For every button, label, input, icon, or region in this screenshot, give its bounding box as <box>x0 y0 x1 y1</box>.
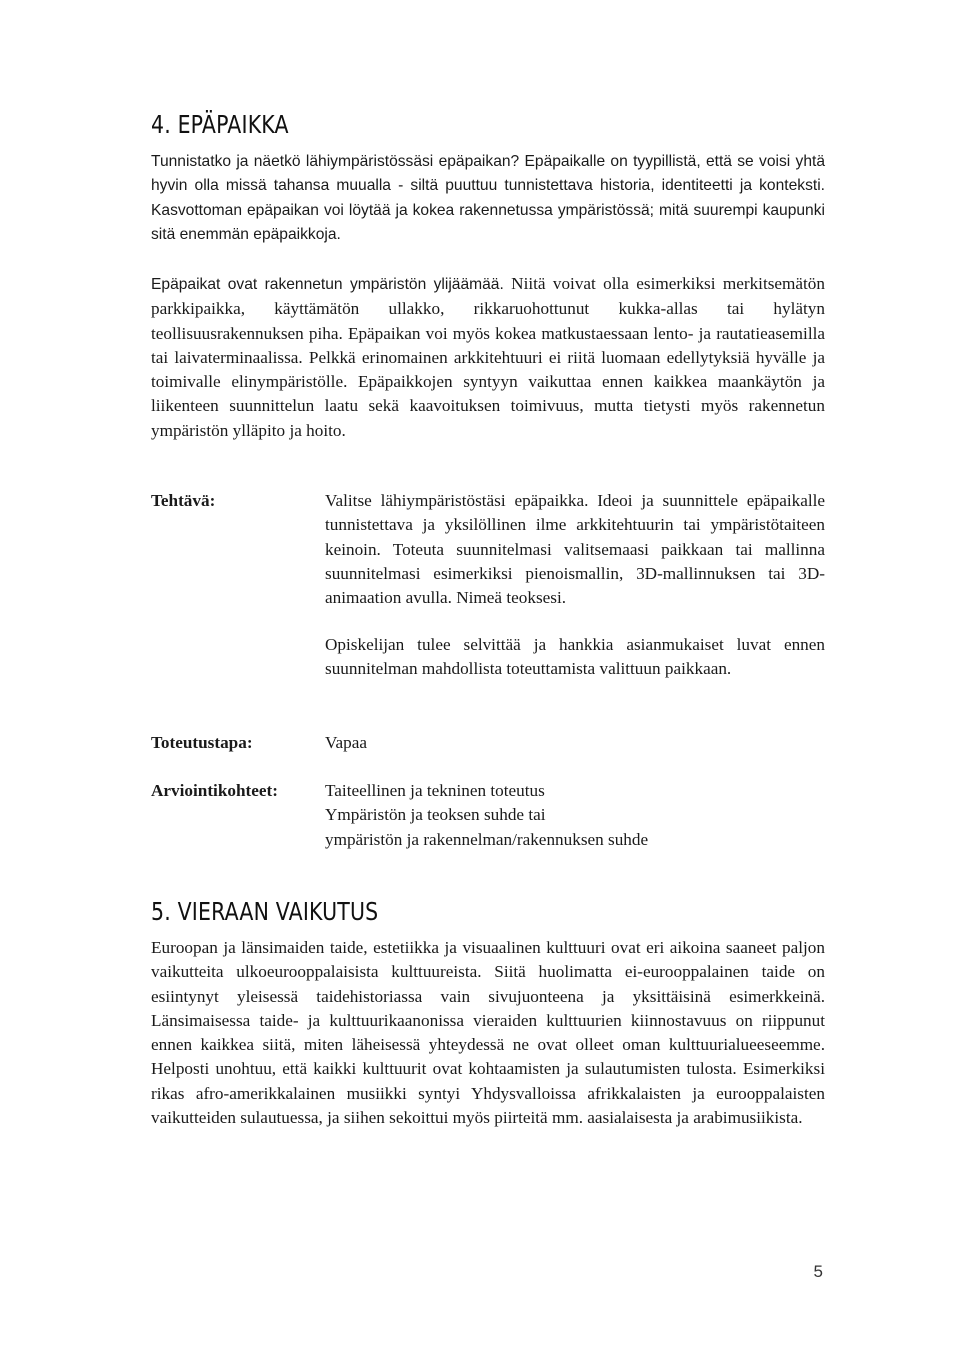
section-4-paragraph-2-body: Niitä voivat olla esimerkiksi merkitsemätön parkkipaikka, käyttämätön ullakko, rikkaruohottunut kukka-allas tai hylätyn teollisuusrakennuksen piha. Epäpaikan voi myös kokea matkustaessaan lento- ja rautatieasemilla tai laivaterminaalissa. Pelkkä erinomainen arkkitehtuuri ei riitä luomaan edellytyksiä hyvälle ja toimivalle elinympäristölle. Epäpaikkojen syntyyn vaikuttaa ennen kaikkea maankäytön ja liikenteen suunnittelun laatu sekä kaavoituksen toimivuus, mutta tietysti myös rakennetun ympäristön ylläpito ja hoito. <box>151 274 825 440</box>
task-text-permits: Opiskelijan tulee selvittää ja hankkia asianmukaiset luvat ennen suunnitelman mahdollista toteuttamista valittuun paikkaan. <box>325 635 825 679</box>
page-number: 5 <box>813 1262 823 1281</box>
criteria-list <box>325 779 825 852</box>
criteria-item: Ympäristön ja teoksen suhde tai <box>325 805 546 825</box>
section-5-body: Euroopan ja länsimaiden taide, estetiikka ja visuaalinen kulttuuri ovat eri aikoina saaneet paljon vaikutteita ulkoeurooppalaisista kulttuureista. Siitä huolimatta ei-eurooppalainen taide on esiintynyt yleisessä taidehistoriassa vain sivujuonteena ja yksittäisinä esimerkkeinä. Länsimaisessa taide- ja kulttuurikaanonissa vieraiden kulttuurien kiinnostavuus on riippunut ennen kaikkea siitä, miten läheisessä yhteydessä ne ovat olleet oman kulttuurialueeseemme. Helposti unohtuu, että kaikki kulttuurit ovat kohtaamisten ja sulautumisten tulosta. Esimerkiksi rikas afro-amerikkalainen musiikki syntyi Yhdysvalloissa afrikkalaisten ja eurooppalaisten vaikutteiden sulautuessa, ja siihen sekoittui myös piirteitä mm. aasialaisesta ja arabimusiikista. <box>151 938 825 1128</box>
section-4-heading: 4. EPÄPAIKKA <box>151 110 289 139</box>
criteria-label: Arviointikohteet: <box>151 781 278 800</box>
section-5-heading: 5. VIERAAN VAIKUTUS <box>151 897 379 926</box>
section-4-paragraph-2 <box>151 272 825 443</box>
method-label: Toteutustapa: <box>151 733 253 752</box>
task-text: Valitse lähiympäristöstäsi epäpaikka. Ideoi ja suunnittele epäpaikalle tunnistettava ja yksilöllinen ilme arkkitehtuurin tai ympäristötaiteen keinoin. Toteuta suunnitelmasi valitsemaasi paikkaan tai mallinna suunnitelmasi esimerkiksi pienoismallin, 3D-mallinnuksen tai 3D-animaation avulla. Nimeä teoksesi. <box>325 491 825 608</box>
section-4-paragraph-2-lead: Epäpaikat ovat rakennetun ympäristön ylijäämää. <box>151 276 504 293</box>
criteria-item: Taiteellinen ja tekninen toteutus <box>325 781 545 800</box>
task-label: Tehtävä: <box>151 491 216 510</box>
section-4-intro: Tunnistatko ja näetkö lähiympäristössäsi epäpaikan? Epäpaikalle on tyypillistä, että se voisi yhtä hyvin olla missä tahansa muualla - siltä puuttuu tunnistettava historia, identiteetti ja konteksti. Kasvottoman epäpaikan voi löytää ja kokea rakennetussa ympäristössä; mitä suurempi kaupunki sitä enemmän epäpaikkoja. <box>151 153 825 243</box>
criteria-item: ympäristön ja rakennelman/rakennuksen suhde <box>325 829 649 849</box>
method-value: Vapaa <box>325 733 367 752</box>
